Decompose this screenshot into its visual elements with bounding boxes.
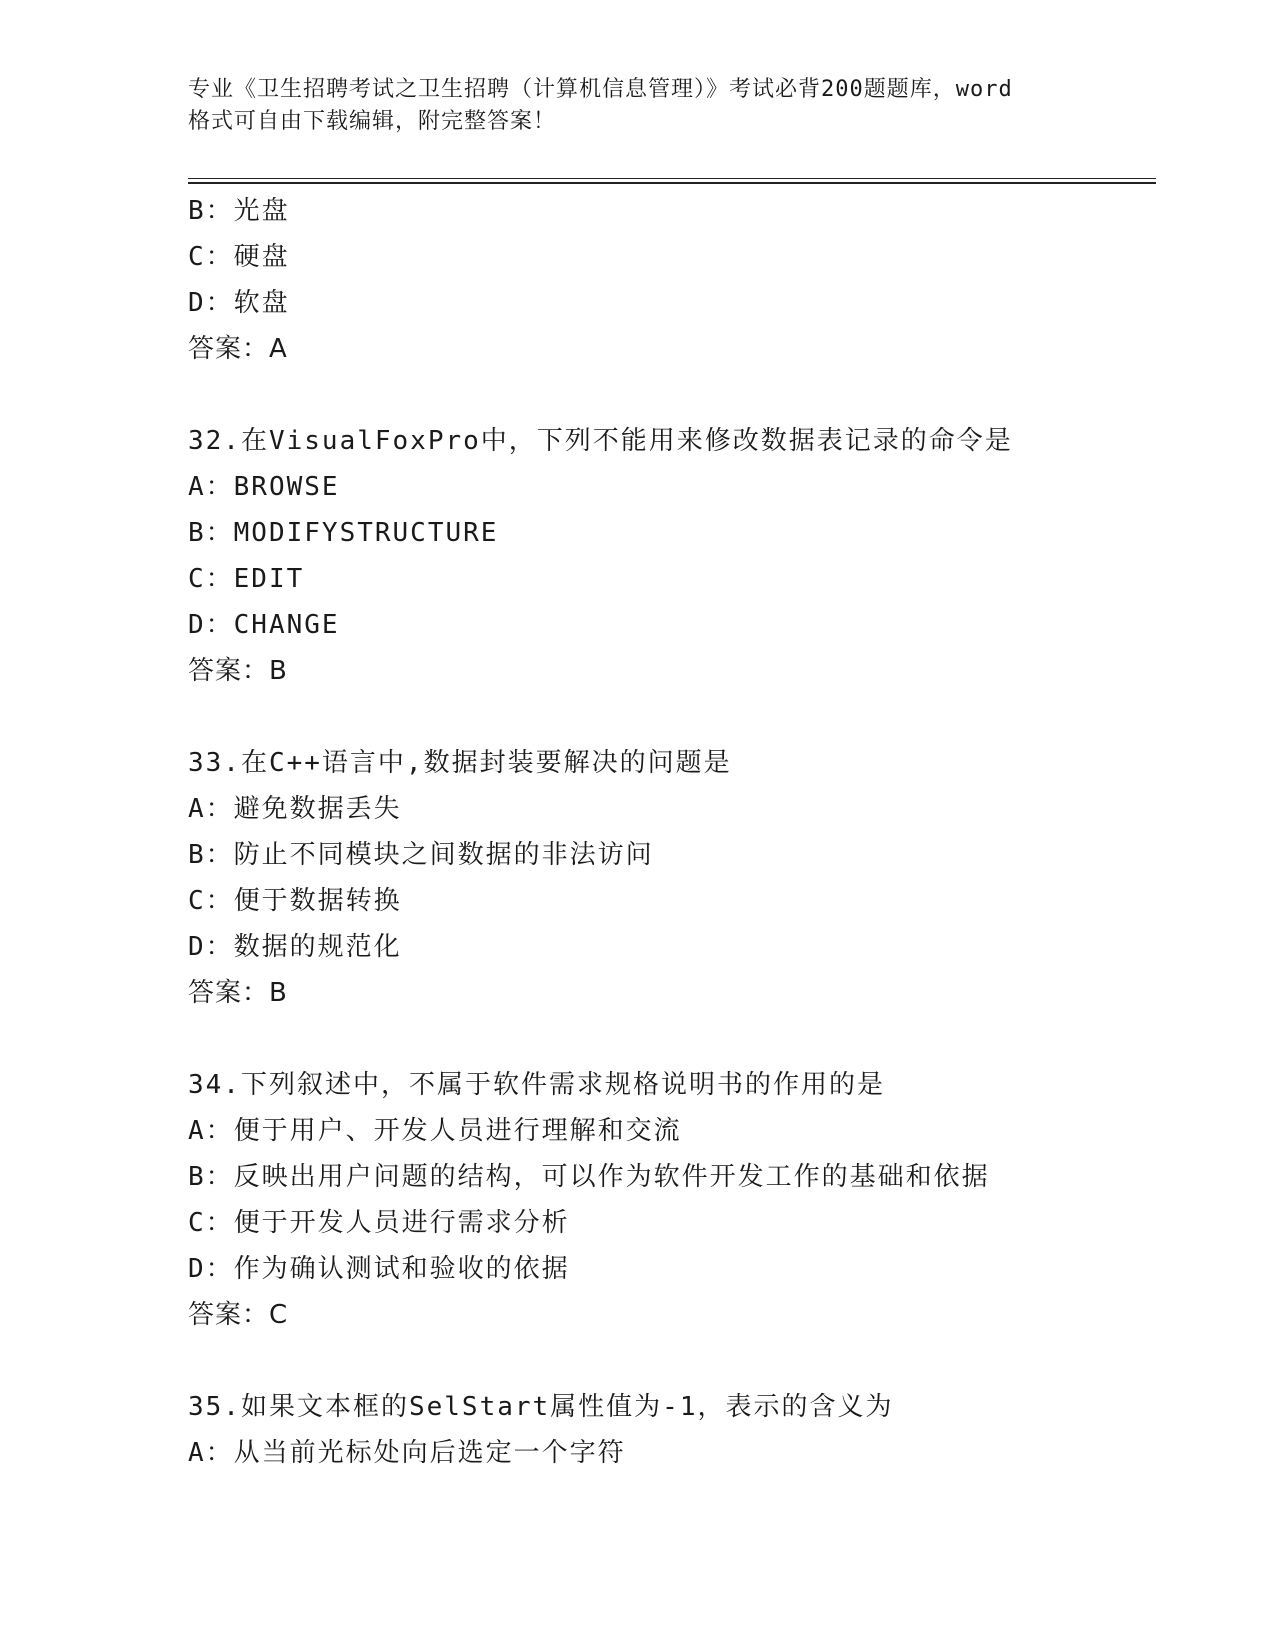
spacer: [188, 372, 1156, 418]
option-c: C：EDIT: [188, 564, 305, 594]
question-list: [188, 188, 1156, 1476]
spacer: [188, 1016, 1156, 1062]
option-d: D：CHANGE: [188, 610, 340, 640]
question-32: [188, 418, 1156, 694]
option-a: A：从当前光标处向后选定一个字符: [188, 1438, 626, 1468]
spacer: [188, 1338, 1156, 1384]
answer-line: 答案：C: [188, 1300, 289, 1330]
question-text: 32.在VisualFoxPro中，下列不能用来修改数据表记录的命令是: [188, 426, 1013, 456]
header-rule-thick: [188, 182, 1156, 184]
question-34: [188, 1062, 1156, 1338]
spacer: [188, 694, 1156, 740]
option-a: A：便于用户、开发人员进行理解和交流: [188, 1116, 682, 1146]
option-d: D：作为确认测试和验收的依据: [188, 1254, 570, 1284]
answer-line: 答案：A: [188, 334, 288, 364]
option-d: D：数据的规范化: [188, 932, 402, 962]
option-a: A：BROWSE: [188, 472, 340, 502]
question-text: 33.在C++语言中,数据封装要解决的问题是: [188, 748, 732, 778]
answer-line: 答案：B: [188, 656, 288, 686]
question-35: [188, 1384, 1156, 1476]
header-line-2: 格式可自由下载编辑，附完整答案！: [188, 109, 557, 134]
option-b: B：光盘: [188, 196, 290, 226]
question-text: 35.如果文本框的SelStart属性值为-1，表示的含义为: [188, 1392, 894, 1422]
option-a: A：避免数据丢失: [188, 794, 402, 824]
question-31-continued: [188, 188, 1156, 372]
header-line-1: 专业《卫生招聘考试之卫生招聘（计算机信息管理）》考试必背200题题库，word: [188, 77, 1013, 102]
option-c: C：便于数据转换: [188, 886, 402, 916]
option-c: C：硬盘: [188, 242, 290, 272]
option-b: B：反映出用户问题的结构，可以作为软件开发工作的基础和依据: [188, 1162, 990, 1192]
answer-line: 答案：B: [188, 978, 288, 1008]
question-text: 34.下列叙述中，不属于软件需求规格说明书的作用的是: [188, 1070, 885, 1100]
document-header: [188, 74, 1088, 138]
question-33: [188, 740, 1156, 1016]
option-b: B：防止不同模块之间数据的非法访问: [188, 840, 654, 870]
option-b: B：MODIFYSTRUCTURE: [188, 518, 499, 548]
option-d: D：软盘: [188, 288, 290, 318]
option-c: C：便于开发人员进行需求分析: [188, 1208, 570, 1238]
header-rule-thin: [188, 178, 1156, 179]
